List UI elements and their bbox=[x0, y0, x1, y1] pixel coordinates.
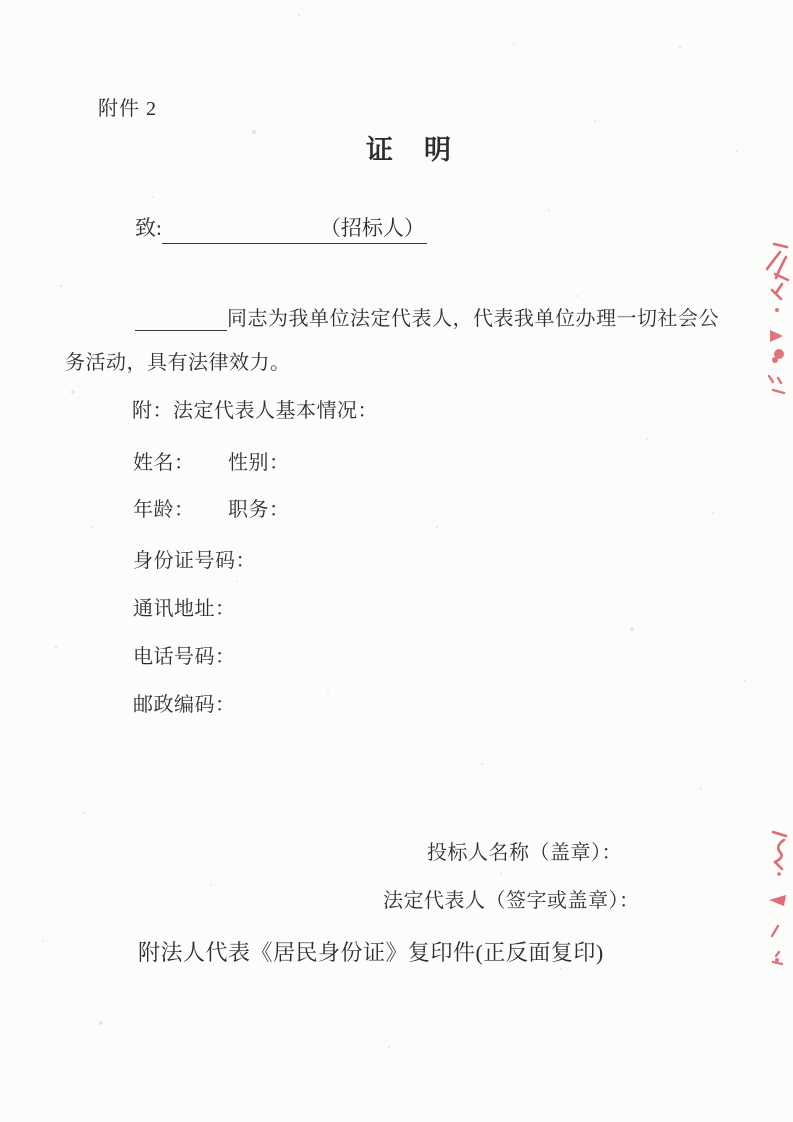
red-ink-artifact-top bbox=[750, 238, 793, 408]
field-label-age: 年龄： bbox=[133, 499, 195, 521]
field-label-postcode: 邮政编码： bbox=[133, 694, 236, 716]
signature-label-legal-rep: 法定代表人（签字或盖章）： bbox=[383, 890, 640, 912]
field-label-gender: 性别： bbox=[228, 452, 290, 474]
body-paragraph-line1 bbox=[65, 302, 719, 331]
scan-noise-specks bbox=[0, 0, 2, 2]
page-title: 证 明 bbox=[366, 135, 453, 165]
attachment-note: 附：法定代表人基本情况： bbox=[132, 400, 378, 422]
salutation-line bbox=[135, 212, 427, 244]
field-label-id-number: 身份证号码： bbox=[133, 550, 256, 572]
red-ink-artifact-bottom bbox=[750, 826, 793, 976]
name-blank-underline bbox=[135, 310, 227, 331]
signature-label-bidder: 投标人名称（盖章）： bbox=[427, 842, 622, 864]
footer-note: 附法人代表《居民身份证》复印件(正反面复印) bbox=[138, 940, 604, 965]
field-label-address: 通讯地址： bbox=[133, 598, 236, 620]
body-paragraph-line2: 务活动，具有法律效力。 bbox=[65, 352, 291, 374]
recipient-blank-underline bbox=[162, 212, 427, 244]
attachment-label: 附件 2 bbox=[98, 98, 157, 120]
salutation-prefix: 致: bbox=[135, 216, 162, 240]
field-label-phone: 电话号码： bbox=[133, 646, 236, 668]
body-line1-text: 同志为我单位法定代表人，代表我单位办理一切社会公 bbox=[227, 308, 719, 330]
field-label-name: 姓名： bbox=[133, 452, 195, 474]
salutation-recipient: （招标人） bbox=[319, 216, 425, 240]
field-label-position: 职务： bbox=[228, 499, 290, 521]
